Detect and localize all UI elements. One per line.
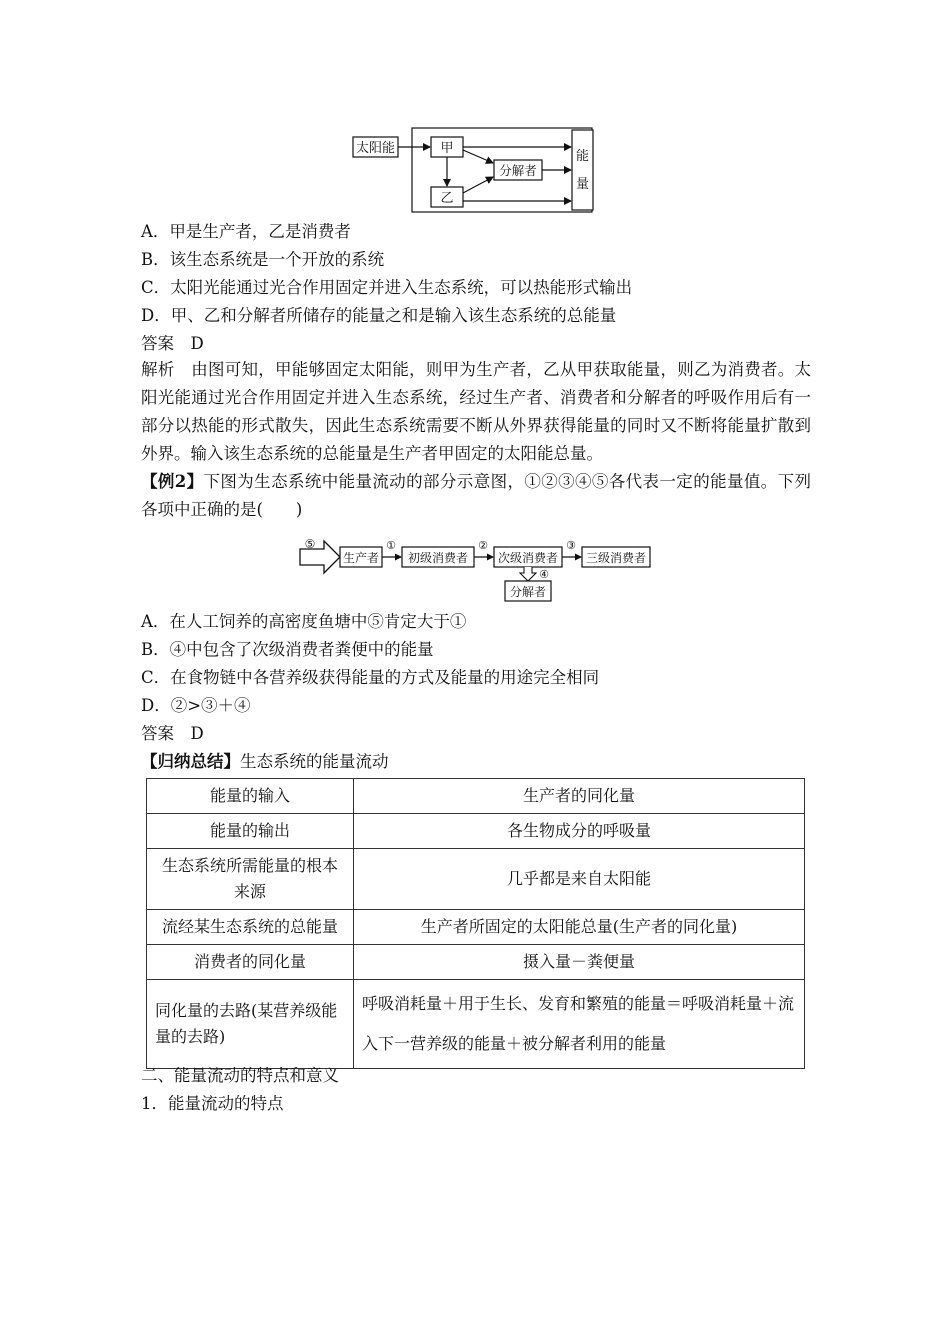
q1-option-d: D．甲、乙和分解者所储存的能量之和是输入该生态系统的总能量 — [141, 306, 617, 325]
table-cell-value: 生产者所固定的太阳能总量(生产者的同化量) — [354, 910, 805, 945]
table-cell-key: 能量的输出 — [147, 814, 354, 849]
table-cell-value: 呼吸消耗量＋用于生长、发育和繁殖的能量＝呼吸消耗量＋流入下一营养级的能量＋被分解者利用的能量 — [354, 980, 805, 1069]
q1-option-a: A．甲是生产者，乙是消费者 — [141, 222, 351, 241]
label-1: ① — [386, 539, 396, 552]
primary-consumer-label: 初级消费者 — [407, 551, 469, 565]
q2-option-d: D．②>③＋④ — [141, 696, 251, 715]
q1-answer: 答案 D — [141, 334, 204, 353]
sun-label: 太阳能 — [355, 141, 396, 156]
q2-option-b: B．④中包含了次级消费者粪便中的能量 — [141, 640, 434, 659]
table-row — [147, 910, 805, 945]
tertiary-consumer-label: 三级消费者 — [585, 551, 647, 565]
table-cell-key: 同化量的去路(某营养级能量的去路) — [147, 980, 354, 1069]
table-cell-value: 各生物成分的呼吸量 — [354, 814, 805, 849]
table-cell-key: 生态系统所需能量的根本来源 — [147, 849, 354, 910]
label-3: ③ — [566, 539, 576, 552]
producer-label: 生产者 — [342, 551, 380, 565]
table-row — [147, 779, 805, 814]
q2-answer: 答案 D — [141, 724, 204, 743]
energy-label-top: 能 — [575, 149, 590, 164]
table-cell-key: 消费者的同化量 — [147, 945, 354, 980]
table-row — [147, 849, 805, 910]
table-cell-value: 几乎都是来自太阳能 — [354, 849, 805, 910]
example2-stem — [141, 468, 811, 524]
decomposer-label-2: 分解者 — [509, 585, 547, 599]
table-cell-value: 摄入量－粪便量 — [354, 945, 805, 980]
table-cell-key: 能量的输入 — [147, 779, 354, 814]
q2-option-a: A．在人工饲养的高密度鱼塘中⑤肯定大于① — [141, 612, 467, 631]
energy-flow-diagram-1 — [350, 125, 600, 217]
table-cell-key: 流经某生态系统的总能量 — [147, 910, 354, 945]
label-5: ⑤ — [304, 537, 316, 551]
table-row — [147, 980, 805, 1069]
q1-option-c: C．太阳光能通过光合作用固定并进入生态系统，可以热能形式输出 — [141, 278, 633, 297]
summary-label: 【归纳总结】 — [141, 752, 240, 771]
q1-analysis: 解析 由图可知，甲能够固定太阳能，则甲为生产者，乙从甲获取能量，则乙为消费者。太阳光能通过光合作用固定并进入生态系统，经过生产者、消费者和分解者的呼吸作用后有一部分以热能的形式散失，因此生态系统需要不断从外界获得能量的同时又不断将能量扩散到外界。输入该生态系统的总能量是生产者甲固定的太阳能总量。 — [141, 360, 811, 463]
jia-label: 甲 — [440, 141, 454, 156]
decomposer-label: 分解者 — [499, 163, 537, 178]
label-2: ② — [478, 539, 488, 552]
example2-text: 下图为生态系统中能量流动的部分示意图，①②③④⑤各代表一定的能量值。下列各项中正确的是( ) — [141, 472, 812, 519]
section-2-heading: 二、能量流动的特点和意义 — [141, 1066, 339, 1085]
section-2-1-heading: 1．能量流动的特点 — [141, 1094, 284, 1113]
q2-option-c: C．在食物链中各营养级获得能量的方式及能量的用途完全相同 — [141, 668, 600, 687]
summary-heading — [141, 752, 389, 772]
label-4: ④ — [539, 568, 549, 581]
example2-label: 【例2】 — [141, 472, 204, 491]
secondary-consumer-label: 次级消费者 — [497, 551, 559, 565]
yi-label: 乙 — [440, 191, 454, 206]
table-row — [147, 814, 805, 849]
q1-option-b: B．该生态系统是一个开放的系统 — [141, 250, 385, 269]
table-row — [147, 945, 805, 980]
summary-title: 生态系统的能量流动 — [240, 752, 389, 771]
energy-label-bottom: 量 — [575, 177, 590, 192]
summary-table — [146, 778, 805, 1069]
energy-flow-diagram-2 — [298, 536, 654, 604]
table-cell-value: 生产者的同化量 — [354, 779, 805, 814]
